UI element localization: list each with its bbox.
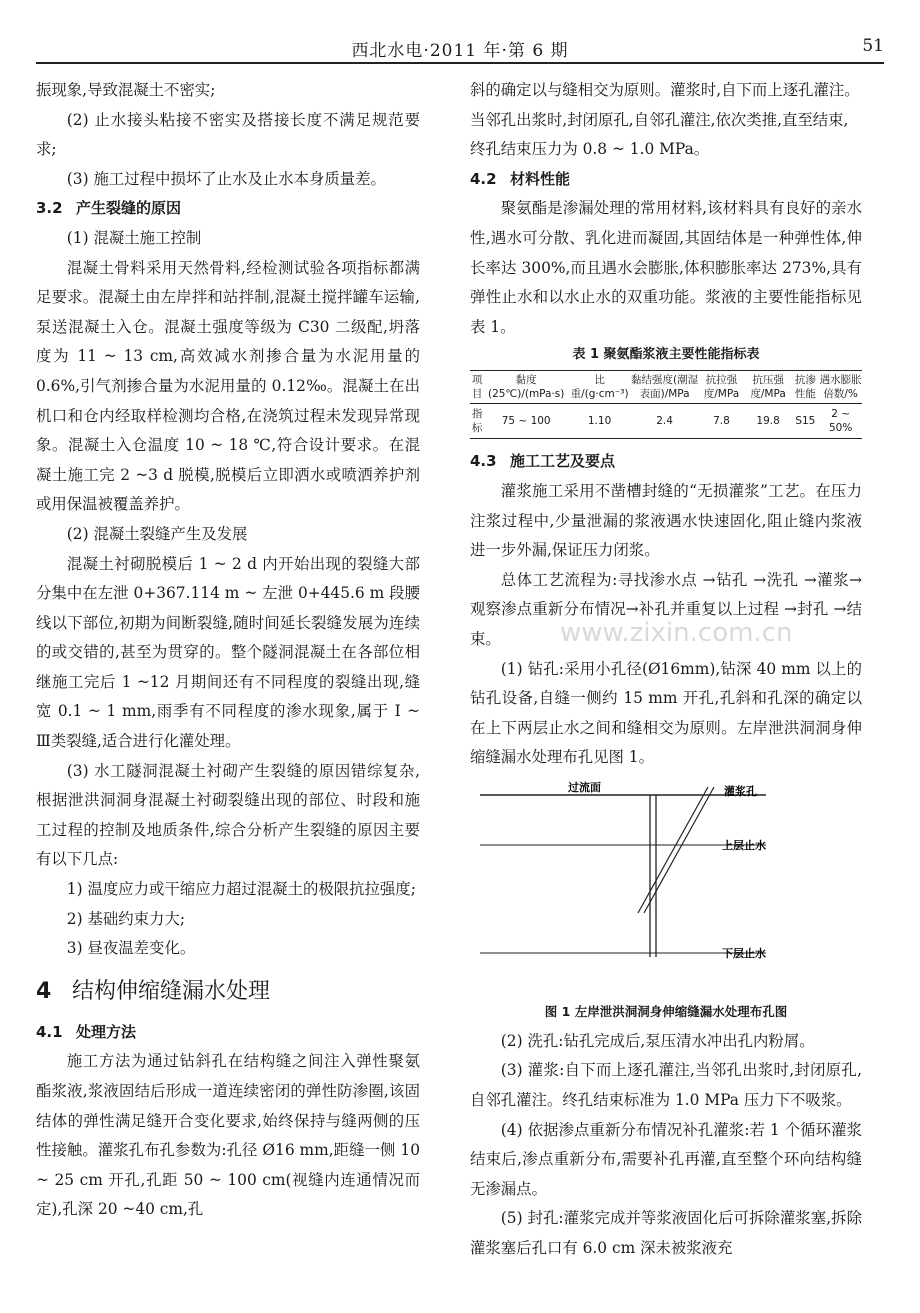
- table-row: [470, 404, 862, 439]
- section-title: 产生裂缝的原因: [76, 199, 182, 218]
- header-rule: [36, 62, 884, 64]
- table-cell: 1.10: [568, 404, 631, 439]
- subheading: (1) 混凝土施工控制: [66, 228, 202, 247]
- paragraph: (4) 依据渗点重新分布情况补孔灌浆:若 1 个循环灌浆结束后,渗点重新分布,需要补孔再灌,直至整个环向结构缝无渗漏点。: [470, 1120, 862, 1198]
- section-heading-4-2: [470, 165, 862, 195]
- table-cell: 75 ~ 100: [484, 404, 568, 439]
- section-number: 4.1: [36, 1022, 63, 1041]
- grout-hole-line-a: [638, 787, 708, 913]
- table-header-cell: 遇水膨胀倍数/%: [819, 371, 862, 404]
- section-number: 4.3: [470, 452, 497, 471]
- section-heading-4: [36, 974, 420, 1010]
- table-header-cell: 抗压强度/MPa: [745, 371, 792, 404]
- table-cell: 指标: [470, 404, 484, 439]
- label-grout-hole: 灌浆孔: [724, 784, 757, 798]
- section-number: 4: [36, 978, 52, 1004]
- label-lower-waterstop: 下层止水: [722, 946, 766, 960]
- table-cell: 19.8: [745, 404, 792, 439]
- paragraph: 混凝土衬砌脱模后 1 ~ 2 d 内开始出现的裂缝大部分集中在左泄 0+367.114 m ~ 左泄 0+445.6 m 段腰线以下部位,初期为间断裂缝,随时间延长裂缝发展为连续的或交错的,甚至为贯穿的。整个隧洞混凝土在各部位相继施工完后 1 ~12 月期间还有不同程度的裂缝出现,缝宽 0.1 ~ 1 mm,雨季有不同程度的渗水现象,属于 Ⅰ ~ Ⅲ类裂缝,适合进行化灌处理。: [36, 554, 420, 751]
- table-cell: 7.8: [698, 404, 745, 439]
- page-header: [36, 30, 884, 60]
- table-header-cell: 抗渗性能: [791, 371, 819, 404]
- section-title: 材料性能: [510, 169, 571, 188]
- paragraph: 施工方法为通过钻斜孔在结构缝之间注入弹性聚氨酯浆液,浆液固结后形成一道连续密闭的弹性防渗圈,该固结体的弹性满足缝开合变化要求,始终保持与缝两侧的压性接触。灌浆孔布孔参数为:孔径 Ø16 mm,距缝一侧 10 ~ 25 cm 开孔,孔距 50 ~ 100 cm(视缝内连通情况而定),孔深 20 ~40 cm,孔: [36, 1052, 420, 1219]
- section-title: 结构伸缩缝漏水处理: [72, 978, 271, 1004]
- section-title: 处理方法: [76, 1022, 137, 1041]
- journal-title: 西北水电·2011 年·第 6 期: [351, 41, 569, 61]
- watermark: www.zixin.com.cn: [560, 618, 793, 648]
- section-number: 4.2: [470, 169, 497, 188]
- hole-layout-diagram: [470, 781, 862, 999]
- table-header-cell: 黏度(25℃)/(mPa·s): [484, 371, 568, 404]
- paragraph: 灌浆施工采用不凿槽封缝的“无损灌浆”工艺。在压力注浆过程中,少量泄漏的浆液遇水快速固化,阻止缝内浆液进一步外漏,保证压力闭浆。: [470, 481, 862, 560]
- paragraph: 聚氨酯是渗漏处理的常用材料,该材料具有良好的亲水性,遇水可分散、乳化进而凝固,其固结体是一种弹性体,伸长率达 300%,而且遇水会膨胀,体积膨胀率达 273%,具有弹性止水和以水止水的双重功能。浆液的主要性能指标见表 1。: [470, 199, 862, 336]
- section-heading-4-3: [470, 447, 862, 477]
- paragraph: 振现象,导致混凝土不密实;: [36, 81, 216, 99]
- section-heading-4-1: [36, 1018, 420, 1048]
- table-caption: 表 1 聚氨酯浆液主要性能指标表: [572, 347, 760, 363]
- figure-1: [470, 781, 862, 999]
- paragraph: 混凝土骨料采用天然骨料,经检测试验各项指标都满足要求。混凝土由左岸拌和站拌制,混凝土搅拌罐车运输,泵送混凝土入仓。混凝土强度等级为 C30 二级配,坍落度为 11 ~ 13 cm,高效减水剂掺合量为水泥用量的 0.6%,引气剂掺合量为水泥用量的 0.12‰。混凝土在出机口和仓内经取样检测均合格,在浇筑过程未发现异常现象。混凝土入仓温度 10 ~ 18 ℃,符合设计要求。在混凝土施工完 2 ~3 d 脱模,脱模后立即洒水或喷洒养护剂或用保温被覆盖养护。: [36, 258, 420, 514]
- section-heading-3-2: [36, 194, 420, 224]
- table-header-cell: 抗拉强度/MPa: [698, 371, 745, 404]
- page-number: 51: [862, 36, 884, 56]
- paragraph: 斜的确定以与缝相交为原则。灌浆时,自下而上逐孔灌注。当邻孔出浆时,封闭原孔,自邻孔灌注,依次类推,直至结束,终孔结束压力为 0.8 ~ 1.0 MPa。: [470, 81, 860, 159]
- label-flow-surface: 过流面: [568, 780, 601, 794]
- section-title: 施工工艺及要点: [510, 452, 616, 471]
- table-header-row: [470, 371, 862, 404]
- list-item: 3) 昼夜温差变化。: [66, 939, 196, 958]
- figure-caption: 图 1 左岸泄洪洞洞身伸缩缝漏水处理布孔图: [544, 1003, 788, 1019]
- paragraph: (3) 灌浆:自下而上逐孔灌注,当邻孔出浆时,封闭原孔,自邻孔灌注。终孔结束标准为 1.0 MPa 压力下不吸浆。: [470, 1061, 862, 1110]
- grout-hole-line-b: [644, 787, 714, 913]
- label-upper-waterstop: 上层止水: [722, 838, 766, 852]
- right-column: [470, 76, 862, 1264]
- paragraph: 总体工艺流程为:寻找渗水点 →钻孔 →洗孔 →灌浆→观察渗点重新分布情况→补孔并重复以上过程 →封孔 →结束。: [470, 570, 862, 648]
- table-cell: 2 ~ 50%: [819, 404, 862, 439]
- table-cell: 2.4: [631, 404, 698, 439]
- list-item: 2) 基础约束力大;: [66, 909, 186, 928]
- table-header-cell: 项目: [470, 371, 484, 404]
- table-cell: S15: [791, 404, 819, 439]
- list-item: 1) 温度应力或干缩应力超过混凝土的极限抗拉强度;: [66, 880, 416, 899]
- left-column: [36, 76, 420, 1225]
- paragraph: (3) 施工过程中损坏了止水及止水本身质量差。: [66, 169, 386, 188]
- subheading: (2) 混凝土裂缝产生及发展: [66, 524, 248, 543]
- paragraph: (2) 止水接头粘接不密实及搭接长度不满足规范要求;: [36, 110, 420, 159]
- paragraph: (3) 水工隧洞混凝土衬砌产生裂缝的原因错综复杂,根据泄洪洞洞身混凝土衬砌裂缝出现的部位、时段和施工过程的控制及地质条件,综合分析产生裂缝的原因主要有以下几点:: [36, 761, 420, 869]
- paragraph: (5) 封孔:灌浆完成并等浆液固化后可拆除灌浆塞,拆除灌浆塞后孔口有 6.0 cm 深未被浆液充: [470, 1209, 862, 1258]
- properties-table: [470, 370, 862, 439]
- paragraph: (2) 洗孔:钻孔完成后,泵压清水冲出孔内粉屑。: [500, 1031, 815, 1050]
- table-header-cell: 比 重/(g·cm⁻³): [568, 371, 631, 404]
- paragraph: (1) 钻孔:采用小孔径(Ø16mm),钻深 40 mm 以上的钻孔设备,自缝一侧约 15 mm 开孔,孔斜和孔深的确定以在上下两层止水之间和缝相交为原则。左岸泄洪洞洞身伸缩缝漏水处理布孔见图 1。: [470, 659, 862, 767]
- section-number: 3.2: [36, 199, 63, 218]
- table-header-cell: 黏结强度(潮湿表面)/MPa: [631, 371, 698, 404]
